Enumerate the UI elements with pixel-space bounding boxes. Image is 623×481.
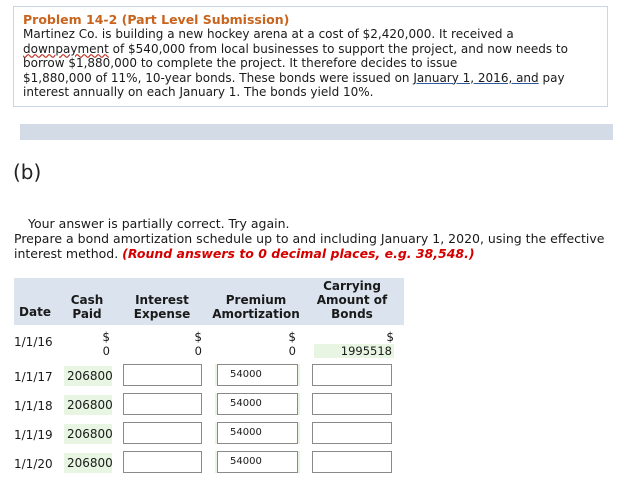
header-interest-expense xyxy=(127,293,197,321)
problem-line-4-end: pay xyxy=(538,70,565,85)
premium-initial-value: 0 xyxy=(288,344,296,358)
instructions xyxy=(14,231,614,261)
date-link[interactable]: January 1, 2016, and xyxy=(413,70,539,85)
carrying-amount-input[interactable] xyxy=(312,422,392,444)
problem-text xyxy=(23,27,598,100)
interest-initial-value: 0 xyxy=(194,344,202,358)
section-divider-bar xyxy=(20,124,613,140)
interest-dollar-sign: $ xyxy=(194,330,202,344)
problem-line-5: interest annually on each January 1. The bonds yield 10%. xyxy=(23,85,374,99)
row-date: 1/1/19 xyxy=(14,428,53,442)
header-interest-line1: Interest xyxy=(135,293,189,307)
part-label: (b) xyxy=(13,160,42,184)
carrying-dollar-sign: $ xyxy=(386,330,394,344)
carrying-amount-input[interactable] xyxy=(312,393,392,415)
row-date: 1/1/20 xyxy=(14,457,53,471)
amortization-table xyxy=(14,278,404,474)
cash-paid-cell: 206800 xyxy=(64,395,112,415)
cash-paid-cell: 206800 xyxy=(64,366,112,386)
header-carrying-amount xyxy=(310,279,394,321)
row-date: 1/1/18 xyxy=(14,399,53,413)
problem-line-3: borrow $1,880,000 to complete the project. It therefore decides to issue xyxy=(23,56,458,70)
problem-title: Problem 14-2 (Part Level Submission) xyxy=(23,12,290,27)
cash-initial-value: 0 xyxy=(102,344,110,358)
header-cash-line1: Cash xyxy=(70,293,104,307)
row-date-1-1-16: 1/1/16 xyxy=(14,335,53,349)
interest-expense-input[interactable] xyxy=(123,422,202,444)
cash-dollar-sign: $ xyxy=(102,330,110,344)
rounding-note: (Round answers to 0 decimal places, e.g. 38,548.) xyxy=(122,246,475,261)
problem-line-4-start: $1,880,000 of 11%, 10-year bonds. These bonds were issued on xyxy=(23,70,414,85)
problem-line-1: Martinez Co. is building a new hockey arena at a cost of $2,420,000. It received a xyxy=(23,27,514,41)
problem-line-2 xyxy=(23,42,598,57)
cash-paid-cell: 206800 xyxy=(64,453,112,473)
premium-amortization-input[interactable]: 54000 xyxy=(217,422,298,444)
premium-amortization-input[interactable]: 54000 xyxy=(217,393,298,415)
header-date: Date xyxy=(19,305,51,319)
header-carrying-line2: Amount of xyxy=(316,293,388,307)
header-carrying-line1: Carrying xyxy=(323,279,381,293)
interest-expense-input[interactable] xyxy=(123,451,202,473)
premium-dollar-sign: $ xyxy=(288,330,296,344)
problem-statement-box xyxy=(13,6,608,107)
carrying-amount-input[interactable] xyxy=(312,451,392,473)
header-premium-amortization xyxy=(210,293,302,321)
problem-line-2-rest: of $540,000 from local businesses to support the project, and now needs to xyxy=(108,41,568,56)
premium-amortization-input[interactable]: 54000 xyxy=(217,451,298,473)
interest-expense-input[interactable] xyxy=(123,393,202,415)
header-cash-line2: Paid xyxy=(72,307,102,321)
carrying-initial-value: 1995518 xyxy=(314,344,394,358)
cash-paid-cell: 206800 xyxy=(64,424,112,444)
header-premium-line1: Premium xyxy=(225,293,287,307)
header-interest-line2: Expense xyxy=(133,307,191,321)
premium-amortization-input[interactable]: 54000 xyxy=(217,364,298,386)
carrying-amount-input[interactable] xyxy=(312,364,392,386)
instructions-text: Prepare a bond amortization schedule up to and including January 1, 2020, using the effective interest method. xyxy=(14,231,605,261)
header-carrying-line3: Bonds xyxy=(331,307,373,321)
header-cash-paid xyxy=(64,293,110,321)
spellcheck-word: downpayment xyxy=(23,41,109,56)
row-date: 1/1/17 xyxy=(14,370,53,384)
feedback-message: Your answer is partially correct. Try again. xyxy=(28,216,290,231)
problem-line-4 xyxy=(23,71,598,86)
interest-expense-input[interactable] xyxy=(123,364,202,386)
header-premium-line2: Amortization xyxy=(212,307,300,321)
